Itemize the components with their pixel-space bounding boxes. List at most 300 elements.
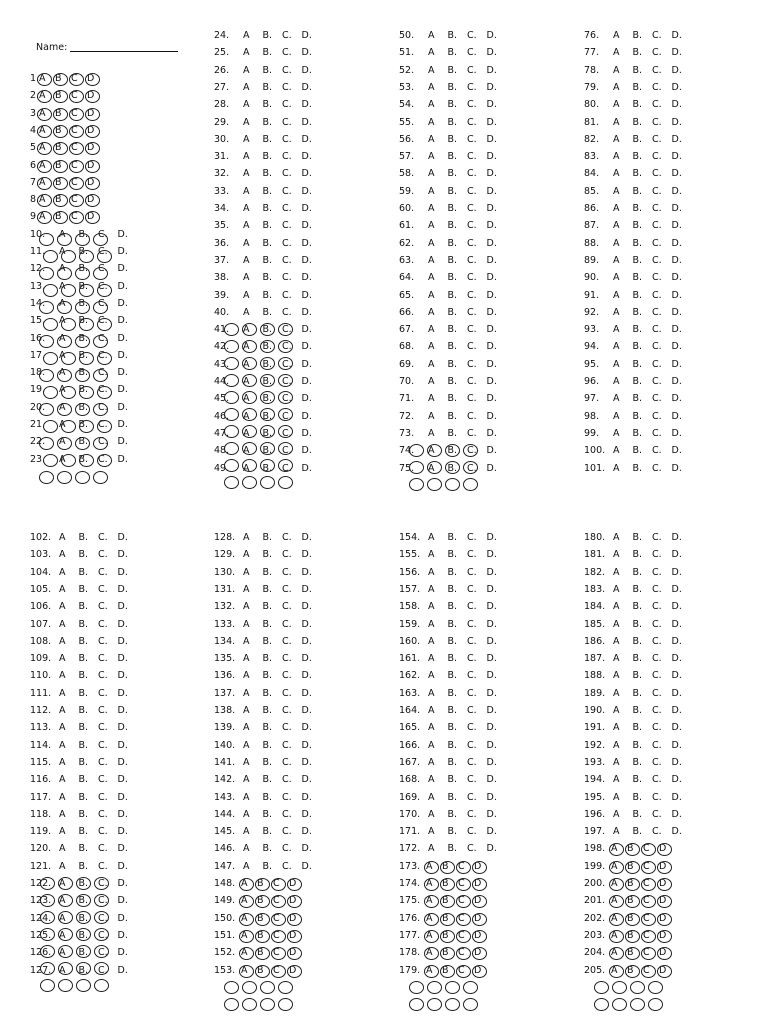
extra-bubble[interactable] bbox=[648, 981, 663, 994]
extra-bubble[interactable] bbox=[43, 454, 58, 467]
option-b[interactable]: B bbox=[442, 947, 449, 959]
extra-bubble[interactable] bbox=[57, 369, 72, 382]
extra-bubble[interactable] bbox=[242, 425, 257, 438]
answer-bubble-d[interactable] bbox=[472, 878, 487, 891]
extra-bubble[interactable] bbox=[40, 928, 55, 941]
extra-bubble[interactable] bbox=[79, 386, 94, 399]
answer-bubble-c[interactable] bbox=[456, 861, 471, 874]
extra-bubble[interactable] bbox=[79, 318, 94, 331]
extra-bubble[interactable] bbox=[58, 894, 73, 907]
extra-bubble[interactable] bbox=[39, 335, 54, 348]
option-d[interactable]: D bbox=[474, 929, 482, 941]
answer-bubble-c[interactable] bbox=[69, 160, 84, 173]
extra-bubble[interactable] bbox=[242, 998, 257, 1011]
extra-bubble[interactable] bbox=[61, 454, 76, 467]
extra-bubble[interactable] bbox=[224, 998, 239, 1011]
option-c[interactable]: C bbox=[643, 912, 650, 924]
extra-bubble[interactable] bbox=[93, 471, 108, 484]
option-c[interactable]: C bbox=[71, 107, 78, 119]
extra-bubble[interactable] bbox=[57, 471, 72, 484]
extra-bubble[interactable] bbox=[224, 476, 239, 489]
extra-bubble[interactable] bbox=[278, 340, 293, 353]
option-a[interactable]: A bbox=[39, 194, 46, 206]
answer-bubble-c[interactable] bbox=[271, 878, 286, 891]
answer-bubble-a[interactable] bbox=[609, 913, 624, 926]
answer-bubble-b[interactable] bbox=[53, 160, 68, 173]
answer-bubble-d[interactable] bbox=[472, 913, 487, 926]
extra-bubble[interactable] bbox=[58, 979, 73, 992]
option-d[interactable]: D bbox=[87, 73, 95, 84]
extra-bubble[interactable] bbox=[75, 471, 90, 484]
answer-bubble-d[interactable] bbox=[472, 861, 487, 874]
option-c[interactable]: C bbox=[458, 860, 465, 872]
answer-bubble-a[interactable] bbox=[37, 73, 52, 86]
answer-bubble-d[interactable] bbox=[85, 108, 100, 121]
extra-bubble[interactable] bbox=[39, 301, 54, 314]
option-b[interactable]: B bbox=[257, 895, 264, 907]
answer-bubble-c[interactable] bbox=[641, 861, 656, 874]
option-a[interactable]: A bbox=[39, 107, 46, 119]
option-d[interactable]: D bbox=[87, 124, 95, 136]
answer-bubble-a[interactable] bbox=[239, 930, 254, 943]
option-d[interactable]: D bbox=[659, 912, 667, 924]
answer-bubble-c[interactable] bbox=[69, 125, 84, 138]
answer-bubble-b[interactable] bbox=[440, 965, 455, 978]
option-d[interactable]: D bbox=[289, 895, 297, 907]
extra-bubble[interactable] bbox=[76, 877, 91, 890]
answer-bubble-d[interactable] bbox=[287, 930, 302, 943]
answer-bubble-d[interactable] bbox=[85, 73, 100, 86]
option-c[interactable]: C bbox=[273, 912, 280, 924]
extra-bubble[interactable] bbox=[242, 391, 257, 404]
extra-bubble[interactable] bbox=[242, 459, 257, 472]
answer-bubble-c[interactable] bbox=[456, 965, 471, 978]
extra-bubble[interactable] bbox=[93, 369, 108, 382]
extra-bubble[interactable] bbox=[224, 374, 239, 387]
option-b[interactable]: B bbox=[55, 107, 62, 119]
extra-bubble[interactable] bbox=[79, 250, 94, 263]
extra-bubble[interactable] bbox=[39, 369, 54, 382]
option-c[interactable]: C bbox=[71, 124, 78, 136]
option-c[interactable]: C bbox=[643, 878, 650, 889]
extra-bubble[interactable] bbox=[260, 391, 275, 404]
option-a[interactable]: A bbox=[39, 124, 46, 136]
extra-bubble[interactable] bbox=[94, 928, 109, 941]
option-d[interactable]: D bbox=[474, 912, 482, 924]
extra-bubble[interactable] bbox=[61, 250, 76, 263]
option-b[interactable]: B bbox=[55, 159, 62, 171]
option-d[interactable]: D bbox=[289, 878, 297, 889]
option-d[interactable]: D bbox=[289, 947, 297, 959]
extra-bubble[interactable] bbox=[445, 981, 460, 994]
option-d[interactable]: D bbox=[659, 929, 667, 941]
extra-bubble[interactable] bbox=[58, 928, 73, 941]
option-d[interactable]: D bbox=[474, 964, 482, 976]
extra-bubble[interactable] bbox=[43, 352, 58, 365]
option-c[interactable]: C bbox=[71, 142, 78, 154]
extra-bubble[interactable] bbox=[61, 284, 76, 297]
extra-bubble[interactable] bbox=[58, 945, 73, 958]
answer-bubble-b[interactable] bbox=[255, 965, 270, 978]
answer-bubble-a[interactable] bbox=[609, 930, 624, 943]
extra-bubble[interactable] bbox=[224, 442, 239, 455]
answer-bubble-d[interactable] bbox=[657, 861, 672, 874]
option-a[interactable]: A bbox=[241, 947, 248, 959]
answer-bubble-b[interactable] bbox=[255, 878, 270, 891]
extra-bubble[interactable] bbox=[260, 340, 275, 353]
extra-bubble[interactable] bbox=[57, 301, 72, 314]
option-c[interactable]: C bbox=[71, 90, 78, 102]
extra-bubble[interactable] bbox=[445, 998, 460, 1011]
extra-bubble[interactable] bbox=[278, 323, 293, 336]
extra-bubble[interactable] bbox=[224, 391, 239, 404]
extra-bubble[interactable] bbox=[57, 437, 72, 450]
option-b[interactable]: B bbox=[257, 964, 264, 976]
answer-bubble-d[interactable] bbox=[287, 965, 302, 978]
option-a[interactable]: A bbox=[611, 947, 618, 959]
extra-bubble[interactable] bbox=[43, 284, 58, 297]
answer-bubble-b[interactable] bbox=[625, 878, 640, 891]
answer-bubble-a[interactable] bbox=[37, 108, 52, 121]
answer-bubble-c[interactable] bbox=[641, 965, 656, 978]
option-c[interactable]: C bbox=[458, 878, 465, 889]
option-c[interactable]: C bbox=[643, 964, 650, 976]
extra-bubble[interactable] bbox=[97, 284, 112, 297]
answer-bubble-a[interactable] bbox=[424, 878, 439, 891]
option-b[interactable]: B bbox=[627, 947, 634, 959]
extra-bubble[interactable] bbox=[648, 998, 663, 1011]
option-d[interactable]: D bbox=[289, 912, 297, 924]
extra-bubble[interactable] bbox=[39, 471, 54, 484]
extra-bubble[interactable] bbox=[260, 357, 275, 370]
option-c[interactable]: C bbox=[273, 964, 280, 976]
option-a[interactable]: A bbox=[39, 142, 46, 154]
option-d[interactable]: D bbox=[659, 964, 667, 976]
extra-bubble[interactable] bbox=[93, 403, 108, 416]
option-b[interactable]: B bbox=[55, 176, 62, 188]
answer-bubble-c[interactable] bbox=[271, 965, 286, 978]
answer-bubble-a[interactable] bbox=[424, 930, 439, 943]
answer-bubble-b[interactable] bbox=[53, 73, 68, 86]
answer-bubble-b[interactable] bbox=[625, 861, 640, 874]
answer-bubble-d[interactable] bbox=[657, 930, 672, 943]
option-b[interactable]: B bbox=[55, 73, 62, 84]
extra-bubble[interactable] bbox=[40, 877, 55, 890]
answer-bubble-c[interactable] bbox=[641, 930, 656, 943]
answer-bubble-b[interactable] bbox=[625, 965, 640, 978]
extra-bubble[interactable] bbox=[427, 478, 442, 491]
answer-bubble-d[interactable] bbox=[657, 913, 672, 926]
extra-bubble[interactable] bbox=[93, 437, 108, 450]
option-d[interactable]: D bbox=[87, 194, 95, 206]
extra-bubble[interactable] bbox=[260, 459, 275, 472]
answer-bubble-c[interactable] bbox=[456, 913, 471, 926]
extra-bubble[interactable] bbox=[97, 352, 112, 365]
option-b[interactable]: B bbox=[257, 947, 264, 959]
option-a[interactable]: A bbox=[241, 964, 248, 976]
option-d[interactable]: D bbox=[659, 843, 667, 855]
option-c[interactable]: C bbox=[71, 194, 78, 206]
option-d[interactable]: D bbox=[289, 964, 297, 976]
option-d[interactable]: D bbox=[289, 929, 297, 941]
extra-bubble[interactable] bbox=[76, 979, 91, 992]
extra-bubble[interactable] bbox=[61, 318, 76, 331]
option-c[interactable]: C bbox=[273, 947, 280, 959]
option-d[interactable]: D bbox=[659, 860, 667, 872]
extra-bubble[interactable] bbox=[57, 403, 72, 416]
extra-bubble[interactable] bbox=[630, 981, 645, 994]
extra-bubble[interactable] bbox=[260, 981, 275, 994]
extra-bubble[interactable] bbox=[242, 408, 257, 421]
extra-bubble[interactable] bbox=[58, 911, 73, 924]
extra-bubble[interactable] bbox=[39, 267, 54, 280]
option-a[interactable]: A bbox=[241, 929, 248, 941]
extra-bubble[interactable] bbox=[79, 420, 94, 433]
answer-bubble-d[interactable] bbox=[85, 194, 100, 207]
option-a[interactable]: A bbox=[426, 912, 433, 924]
answer-bubble-b[interactable] bbox=[625, 930, 640, 943]
option-a[interactable]: A bbox=[241, 895, 248, 907]
extra-bubble[interactable] bbox=[427, 998, 442, 1011]
extra-bubble[interactable] bbox=[75, 369, 90, 382]
extra-bubble[interactable] bbox=[40, 894, 55, 907]
answer-bubble-d[interactable] bbox=[657, 965, 672, 978]
option-b[interactable]: B bbox=[442, 929, 449, 941]
extra-bubble[interactable] bbox=[612, 981, 627, 994]
option-b[interactable]: B bbox=[55, 211, 62, 223]
extra-bubble[interactable] bbox=[43, 318, 58, 331]
answer-bubble-c[interactable] bbox=[271, 913, 286, 926]
answer-bubble-d[interactable] bbox=[85, 177, 100, 190]
answer-bubble-b[interactable] bbox=[53, 108, 68, 121]
answer-bubble-b[interactable] bbox=[440, 913, 455, 926]
answer-bubble-b[interactable] bbox=[255, 930, 270, 943]
extra-bubble[interactable] bbox=[224, 408, 239, 421]
extra-bubble[interactable] bbox=[75, 301, 90, 314]
option-d[interactable]: D bbox=[659, 878, 667, 889]
extra-bubble[interactable] bbox=[97, 318, 112, 331]
extra-bubble[interactable] bbox=[93, 267, 108, 280]
option-a[interactable]: A bbox=[241, 878, 248, 889]
extra-bubble[interactable] bbox=[76, 962, 91, 975]
option-b[interactable]: B bbox=[442, 895, 449, 907]
option-c[interactable]: C bbox=[458, 964, 465, 976]
option-b[interactable]: B bbox=[442, 912, 449, 924]
extra-bubble[interactable] bbox=[79, 352, 94, 365]
answer-bubble-b[interactable] bbox=[255, 913, 270, 926]
option-c[interactable]: C bbox=[458, 895, 465, 907]
extra-bubble[interactable] bbox=[93, 335, 108, 348]
answer-bubble-d[interactable] bbox=[85, 160, 100, 173]
answer-bubble-d[interactable] bbox=[287, 913, 302, 926]
extra-bubble[interactable] bbox=[43, 420, 58, 433]
extra-bubble[interactable] bbox=[427, 981, 442, 994]
extra-bubble[interactable] bbox=[58, 877, 73, 890]
extra-bubble[interactable] bbox=[97, 420, 112, 433]
answer-bubble-a[interactable] bbox=[609, 861, 624, 874]
option-a[interactable]: A bbox=[426, 947, 433, 959]
answer-bubble-d[interactable] bbox=[657, 878, 672, 891]
answer-bubble-b[interactable] bbox=[53, 125, 68, 138]
extra-bubble[interactable] bbox=[594, 998, 609, 1011]
answer-bubble-a[interactable] bbox=[609, 878, 624, 891]
extra-bubble[interactable] bbox=[75, 233, 90, 246]
answer-bubble-b[interactable] bbox=[440, 878, 455, 891]
answer-bubble-c[interactable] bbox=[456, 930, 471, 943]
extra-bubble[interactable] bbox=[260, 323, 275, 336]
extra-bubble[interactable] bbox=[97, 250, 112, 263]
extra-bubble[interactable] bbox=[75, 335, 90, 348]
option-c[interactable]: C bbox=[71, 73, 78, 84]
option-a[interactable]: A bbox=[426, 895, 433, 907]
extra-bubble[interactable] bbox=[278, 981, 293, 994]
option-d[interactable]: D bbox=[659, 895, 667, 907]
option-c[interactable]: C bbox=[71, 159, 78, 171]
extra-bubble[interactable] bbox=[278, 442, 293, 455]
option-a[interactable]: A bbox=[611, 895, 618, 907]
option-c[interactable]: C bbox=[643, 895, 650, 907]
extra-bubble[interactable] bbox=[40, 962, 55, 975]
extra-bubble[interactable] bbox=[39, 403, 54, 416]
extra-bubble[interactable] bbox=[61, 386, 76, 399]
answer-bubble-a[interactable] bbox=[37, 125, 52, 138]
extra-bubble[interactable] bbox=[242, 442, 257, 455]
extra-bubble[interactable] bbox=[278, 998, 293, 1011]
option-c[interactable]: C bbox=[458, 947, 465, 959]
answer-bubble-c[interactable] bbox=[641, 913, 656, 926]
extra-bubble[interactable] bbox=[224, 459, 239, 472]
option-b[interactable]: B bbox=[627, 895, 634, 907]
option-a[interactable]: A bbox=[39, 176, 46, 188]
option-d[interactable]: D bbox=[87, 107, 95, 119]
option-c[interactable]: C bbox=[71, 211, 78, 223]
extra-bubble[interactable] bbox=[57, 267, 72, 280]
extra-bubble[interactable] bbox=[278, 357, 293, 370]
option-d[interactable]: D bbox=[87, 176, 95, 188]
option-b[interactable]: B bbox=[627, 929, 634, 941]
answer-bubble-b[interactable] bbox=[625, 913, 640, 926]
extra-bubble[interactable] bbox=[409, 981, 424, 994]
extra-bubble[interactable] bbox=[40, 911, 55, 924]
option-a[interactable]: A bbox=[611, 964, 618, 976]
option-a[interactable]: A bbox=[611, 860, 618, 872]
option-a[interactable]: A bbox=[39, 159, 46, 171]
extra-bubble[interactable] bbox=[224, 981, 239, 994]
extra-bubble[interactable] bbox=[40, 945, 55, 958]
option-b[interactable]: B bbox=[627, 843, 634, 855]
extra-bubble[interactable] bbox=[94, 979, 109, 992]
extra-bubble[interactable] bbox=[463, 478, 478, 491]
extra-bubble[interactable] bbox=[76, 894, 91, 907]
extra-bubble[interactable] bbox=[278, 476, 293, 489]
option-a[interactable]: A bbox=[426, 860, 433, 872]
answer-bubble-a[interactable] bbox=[424, 861, 439, 874]
option-b[interactable]: B bbox=[257, 878, 264, 889]
extra-bubble[interactable] bbox=[58, 962, 73, 975]
option-b[interactable]: B bbox=[55, 90, 62, 102]
answer-bubble-a[interactable] bbox=[424, 965, 439, 978]
option-c[interactable]: C bbox=[458, 929, 465, 941]
answer-bubble-d[interactable] bbox=[472, 930, 487, 943]
answer-bubble-c[interactable] bbox=[271, 930, 286, 943]
answer-bubble-a[interactable] bbox=[424, 913, 439, 926]
option-b[interactable]: B bbox=[627, 912, 634, 924]
option-c[interactable]: C bbox=[458, 912, 465, 924]
extra-bubble[interactable] bbox=[94, 877, 109, 890]
option-b[interactable]: B bbox=[55, 194, 62, 206]
answer-bubble-c[interactable] bbox=[69, 177, 84, 190]
extra-bubble[interactable] bbox=[242, 981, 257, 994]
extra-bubble[interactable] bbox=[76, 928, 91, 941]
extra-bubble[interactable] bbox=[61, 420, 76, 433]
option-c[interactable]: C bbox=[643, 843, 650, 855]
option-c[interactable]: C bbox=[643, 947, 650, 959]
option-d[interactable]: D bbox=[87, 90, 95, 102]
option-b[interactable]: B bbox=[627, 878, 634, 889]
answer-bubble-c[interactable] bbox=[69, 108, 84, 121]
answer-bubble-a[interactable] bbox=[239, 965, 254, 978]
option-a[interactable]: A bbox=[611, 878, 618, 889]
option-b[interactable]: B bbox=[442, 860, 449, 872]
extra-bubble[interactable] bbox=[94, 962, 109, 975]
option-b[interactable]: B bbox=[627, 860, 634, 872]
extra-bubble[interactable] bbox=[75, 403, 90, 416]
option-b[interactable]: B bbox=[627, 964, 634, 976]
extra-bubble[interactable] bbox=[463, 998, 478, 1011]
option-b[interactable]: B bbox=[257, 929, 264, 941]
option-d[interactable]: D bbox=[474, 878, 482, 889]
extra-bubble[interactable] bbox=[260, 425, 275, 438]
extra-bubble[interactable] bbox=[224, 340, 239, 353]
extra-bubble[interactable] bbox=[57, 335, 72, 348]
extra-bubble[interactable] bbox=[278, 391, 293, 404]
option-d[interactable]: D bbox=[87, 142, 95, 154]
extra-bubble[interactable] bbox=[79, 284, 94, 297]
option-c[interactable]: C bbox=[643, 929, 650, 941]
extra-bubble[interactable] bbox=[75, 267, 90, 280]
option-c[interactable]: C bbox=[273, 895, 280, 907]
answer-bubble-a[interactable] bbox=[239, 878, 254, 891]
option-a[interactable]: A bbox=[426, 929, 433, 941]
extra-bubble[interactable] bbox=[278, 459, 293, 472]
answer-bubble-b[interactable] bbox=[53, 177, 68, 190]
extra-bubble[interactable] bbox=[94, 911, 109, 924]
extra-bubble[interactable] bbox=[242, 374, 257, 387]
extra-bubble[interactable] bbox=[594, 981, 609, 994]
extra-bubble[interactable] bbox=[260, 374, 275, 387]
option-d[interactable]: D bbox=[659, 947, 667, 959]
answer-bubble-a[interactable] bbox=[239, 913, 254, 926]
option-a[interactable]: A bbox=[241, 912, 248, 924]
name-blank-line[interactable] bbox=[70, 41, 178, 52]
option-b[interactable]: B bbox=[55, 142, 62, 154]
extra-bubble[interactable] bbox=[242, 357, 257, 370]
extra-bubble[interactable] bbox=[278, 425, 293, 438]
extra-bubble[interactable] bbox=[224, 425, 239, 438]
extra-bubble[interactable] bbox=[43, 386, 58, 399]
extra-bubble[interactable] bbox=[260, 476, 275, 489]
answer-bubble-a[interactable] bbox=[37, 177, 52, 190]
extra-bubble[interactable] bbox=[94, 894, 109, 907]
option-a[interactable]: A bbox=[426, 964, 433, 976]
extra-bubble[interactable] bbox=[260, 998, 275, 1011]
extra-bubble[interactable] bbox=[445, 478, 460, 491]
extra-bubble[interactable] bbox=[242, 476, 257, 489]
option-b[interactable]: B bbox=[257, 912, 264, 924]
extra-bubble[interactable] bbox=[39, 233, 54, 246]
answer-bubble-b[interactable] bbox=[440, 930, 455, 943]
extra-bubble[interactable] bbox=[278, 408, 293, 421]
